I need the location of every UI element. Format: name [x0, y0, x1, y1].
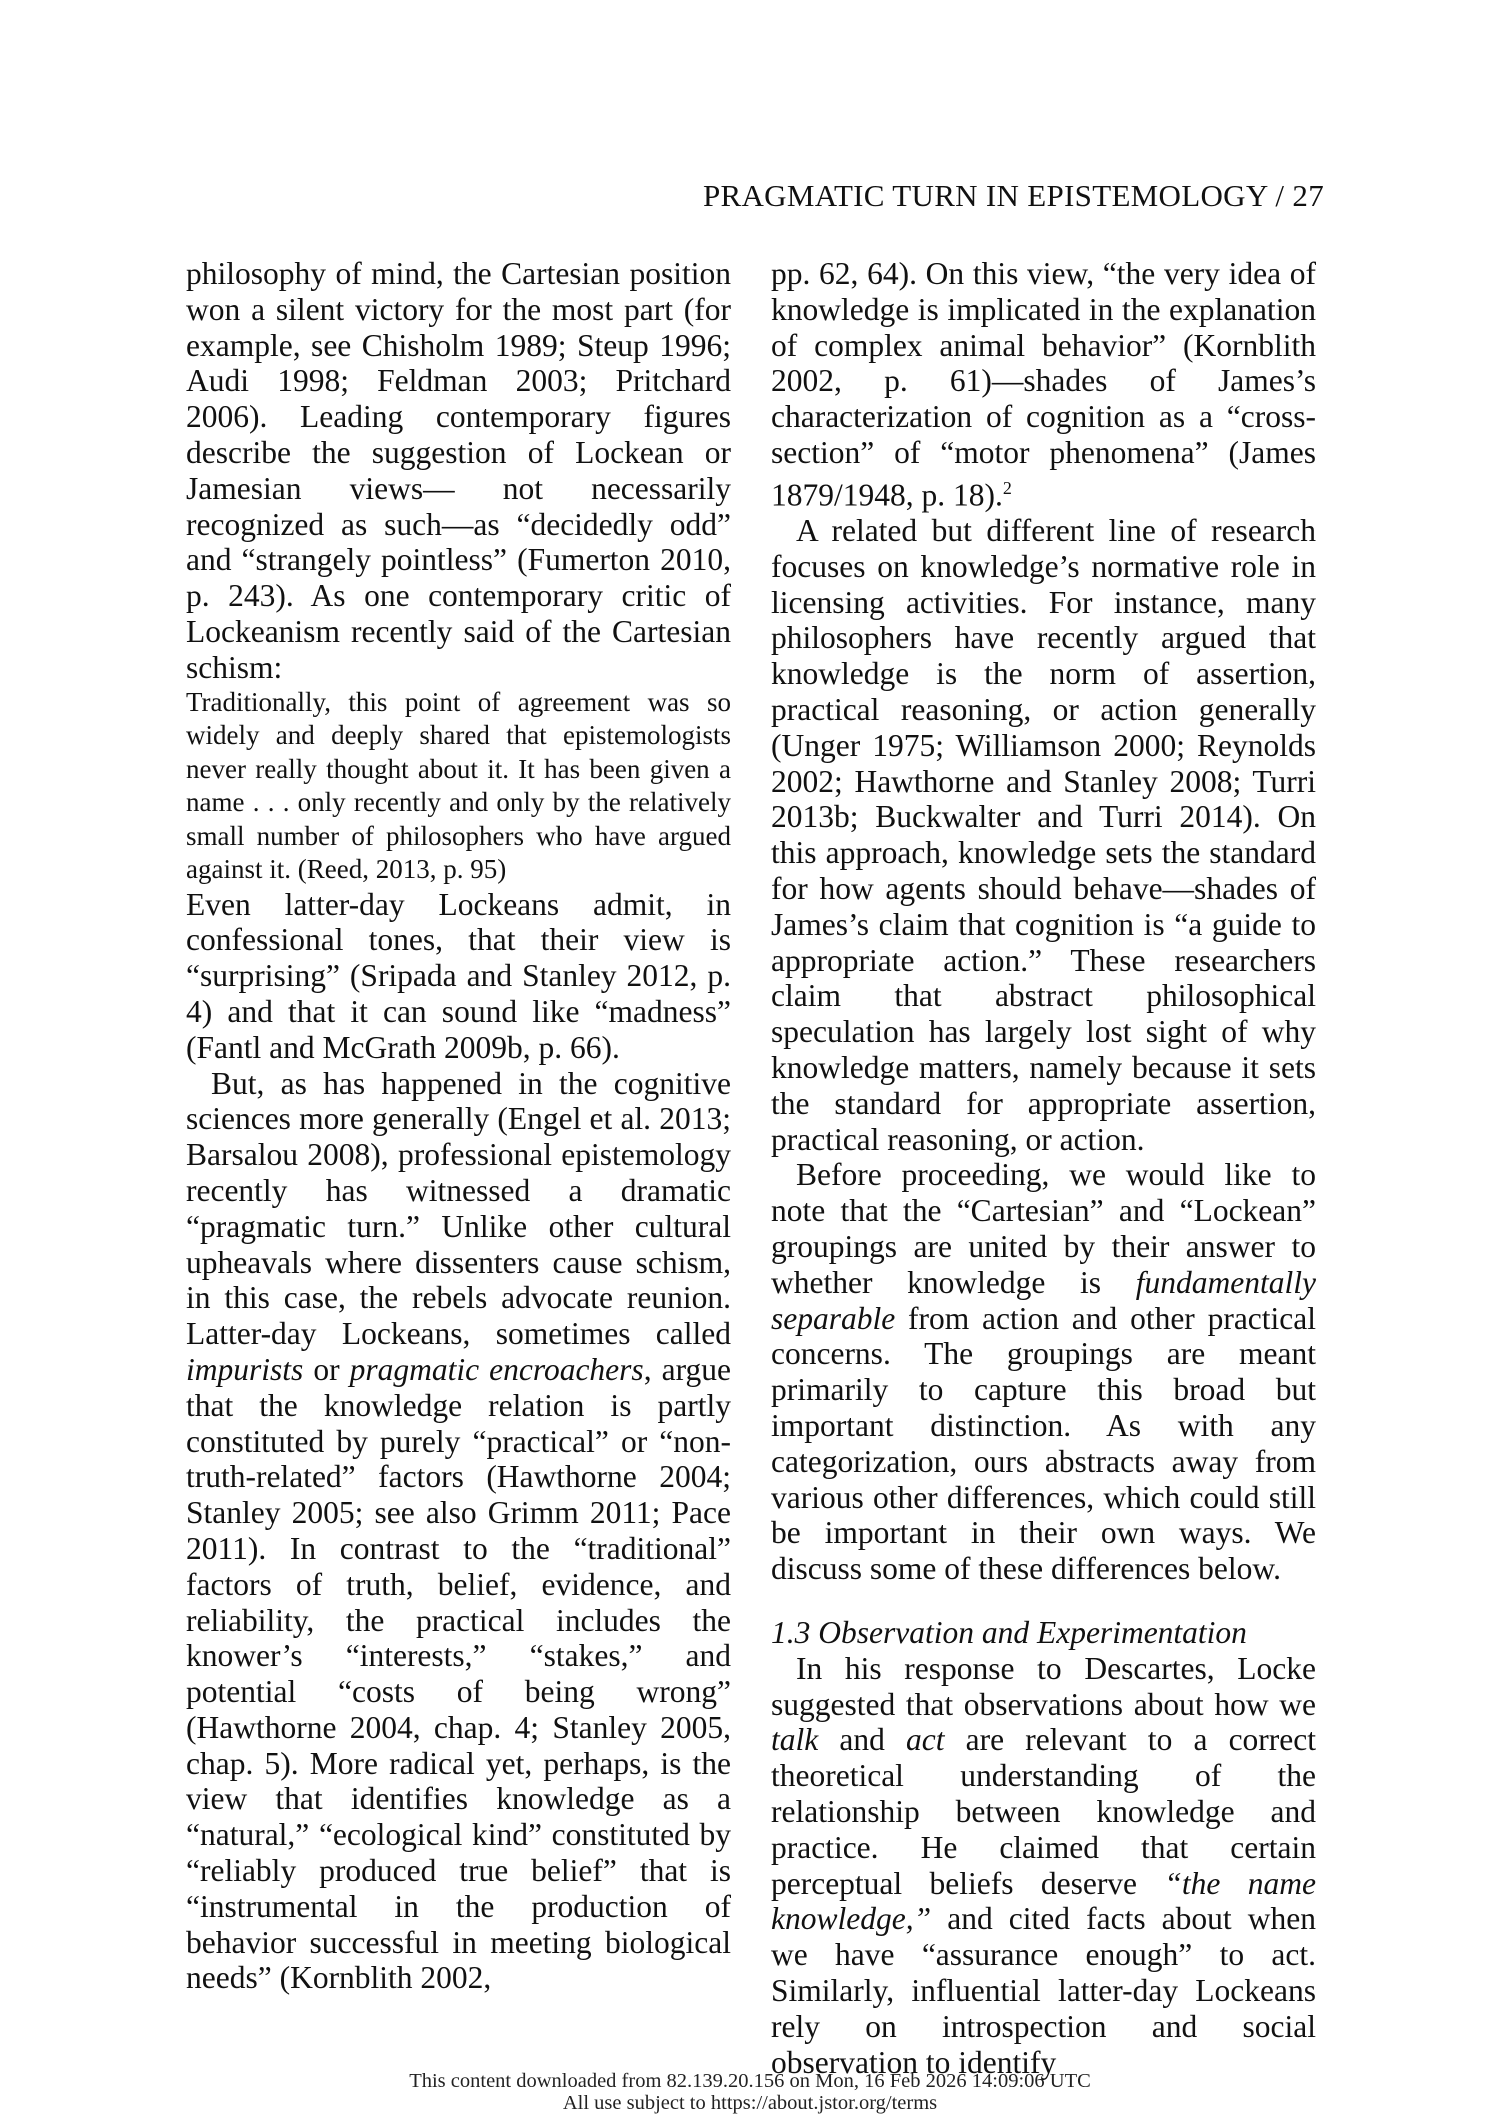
paragraph: A related but different line of research focuses on knowledge’s normative role in licensing activities. For instance, many philosophers have recently argued that knowledge is the norm of assertion, practical reasoning, or action generally (Unger 1975; Williamson 2000; Reynolds 2002; Hawthorne and Stanley 2008; Turri 2013b; Buckwalter and Turri 2014). On this approach, knowledge sets the standard for how agents should behave—shades of James’s claim that cognition is “a guide to appropriate action.” These researchers claim that abstract philosophical speculation has largely lost sight of why knowledge matters, namely because it sets the standard for appropriate assertion, practical reasoning, or action. — [771, 513, 1316, 1157]
text-run: Before proceeding, we would like to note that the “Cartesian” and “Lockean” groupings are united by their answer to whether knowledge is — [771, 1157, 1316, 1300]
text-run: In his response to Descartes, Locke suggested that observations about how we — [771, 1650, 1316, 1722]
download-notice-line: This content downloaded from 82.139.20.156 on Mon, 16 Feb 2026 14:09:06 UTC — [409, 2070, 1091, 2092]
text-run: pp. 62, 64). On this view, “the very idea of knowledge is implicated in the explanation of complex animal behavior” (Kornblith 2002, p. 61)—shades of James’s characterization of cognition as a “cross-section” of “motor phenomena” (James 1879/1948, p. 18). — [771, 256, 1316, 513]
text-run: from action and other practical concerns. The groupings are meant primarily to capture this broad but important distinction. As with any categorization, ours abstracts away from various other differences, which could still be important in their own ways. We discuss some of these differences below. — [771, 1300, 1316, 1587]
paragraph — [771, 1157, 1316, 1587]
emphasis: impurists — [186, 1351, 304, 1387]
block-quote: Traditionally, this point of agreement was so widely and deeply shared that epistemologists never really thought about it. It has been given a name . . . only recently and only by the relatively small number of philosophers who have argued against it. (Reed, 2013, p. 95) — [186, 686, 731, 885]
emphasis: act — [906, 1722, 945, 1758]
paragraph — [186, 1066, 731, 1997]
download-notice — [0, 2070, 1500, 2114]
emphasis: fundamentally separable — [771, 1264, 1316, 1336]
running-head: PRAGMATIC TURN IN EPISTEMOLOGY / 27 — [702, 178, 1324, 213]
footnote-marker: 2 — [1002, 477, 1012, 498]
text-run: and cited facts about when we have “assurance enough” to act. Similarly, influential latter-day Lockeans rely on introspection and social observation to identify — [771, 1901, 1316, 2080]
left-column — [186, 256, 731, 1996]
emphasis: pragmatic encroachers — [349, 1351, 644, 1387]
text-run: But, as has happened in the cognitive sciences more generally (Engel et al. 2013; Barsalou 2008), professional epistemology recently has witnessed a dramatic “pragmatic turn.” Unlike other cultural upheavals where dissenters cause schism, in this case, the rebels advocate reunion. Latter-day Lockeans, sometimes called — [186, 1065, 731, 1352]
paragraph — [771, 1651, 1316, 2081]
text-run: or — [303, 1351, 350, 1387]
paragraph — [771, 256, 1316, 513]
paragraph: philosophy of mind, the Cartesian position won a silent victory for the most part (for example, see Chisholm 1989; Steup 1996; Audi 1998; Feldman 2003; Pritchard 2006). Leading contemporary figures describe the suggestion of Lockean or Jamesian views— not necessarily recognized as such—as “decidedly odd” and “strangely pointless” (Fumerton 2010, p. 243). As one contemporary critic of Lockeanism recently said of the Cartesian schism: — [186, 256, 731, 685]
section-heading: 1.3 Observation and Experimentation — [771, 1614, 1247, 1650]
right-column — [771, 256, 1316, 2080]
text-run: , argue that the knowledge relation is partly constituted by purely “practical” or “non-truth-related” factors (Hawthorne 2004; Stanley 2005; see also Grimm 2011; Pace 2011). In contrast to the “traditional” factors of truth, belief, evidence, and reliability, the practical includes the knower’s “interests,” “stakes,” and potential “costs of being wrong” (Hawthorne 2004, chap. 4; Stanley 2005, chap. 5). More radical yet, perhaps, is the view that identifies knowledge as a “natural,” “ecological kind” constituted by “reliably produced true belief” that is “instrumental in the production of behavior successful in meeting biological needs” (Kornblith 2002, — [186, 1351, 731, 1996]
text-run: and — [818, 1722, 907, 1758]
text-run: are relevant to a correct theoretical understanding of the relationship between knowledge and practice. He claimed that certain perceptual beliefs deserve — [771, 1722, 1316, 1901]
emphasis: “the name knowledge,” — [771, 1865, 1316, 1937]
paragraph: Even latter-day Lockeans admit, in confessional tones, that their view is “surprising” (Sripada and Stanley 2012, p. 4) and that it can sound like “madness” (Fantl and McGrath 2009b, p. 66). — [186, 886, 731, 1065]
terms-notice-line: All use subject to https://about.jstor.org/terms — [562, 2092, 938, 2114]
emphasis: talk — [771, 1722, 819, 1758]
